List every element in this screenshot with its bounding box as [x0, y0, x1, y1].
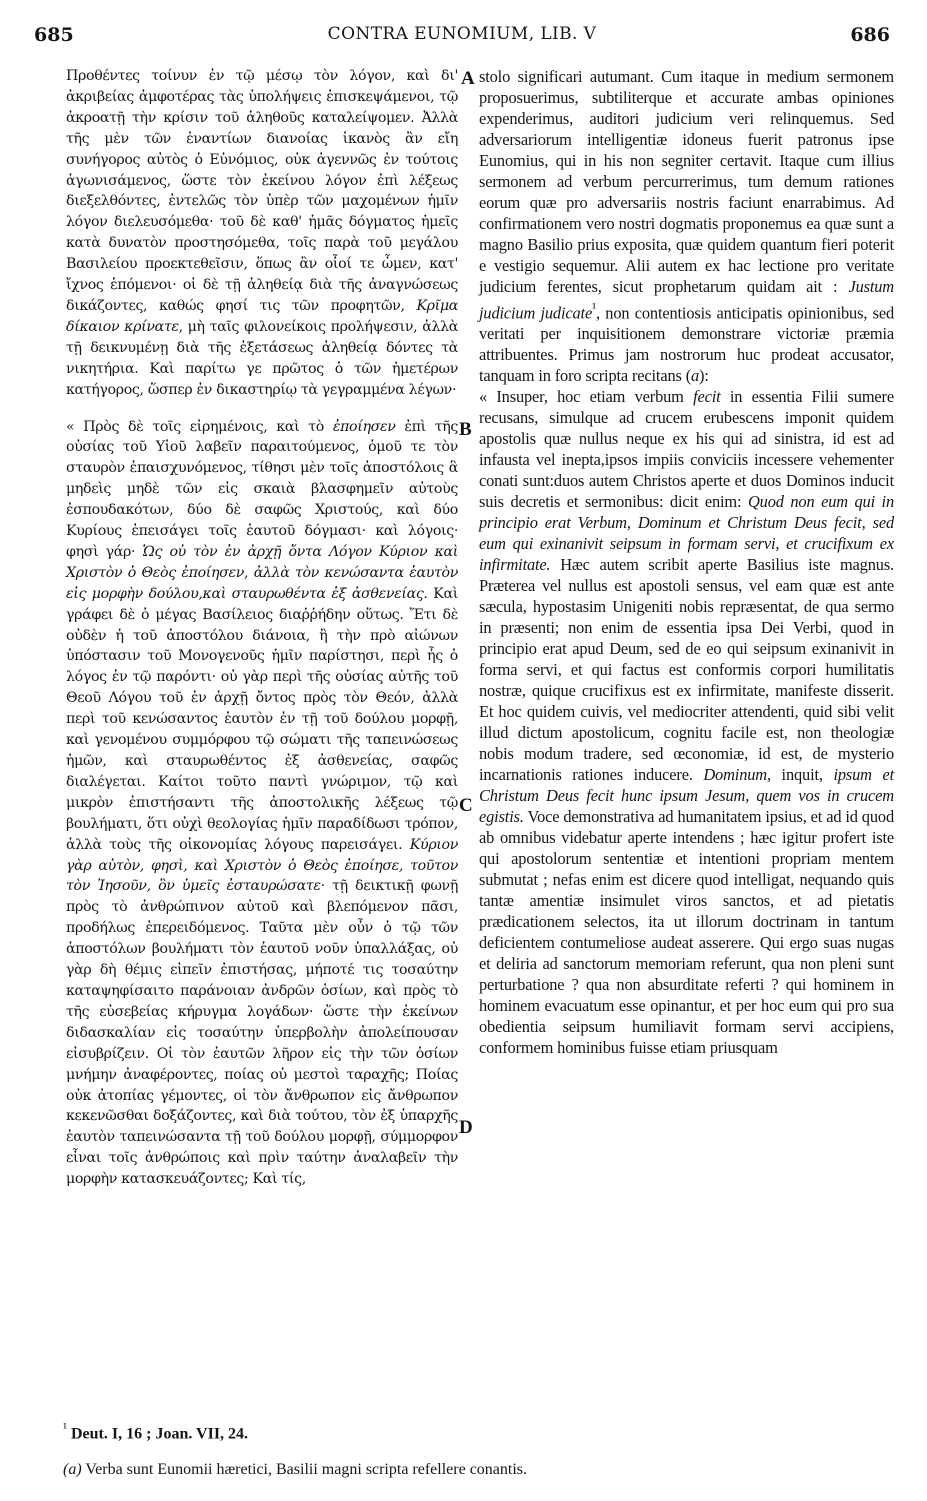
greek-text: « Πρὸς δὲ τοῖς εἰρημένοις, καὶ τὸ	[66, 418, 333, 435]
running-title: CONTRA EUNOMIUM, LIB. V	[327, 24, 597, 44]
margin-marker-d: D	[459, 1117, 473, 1138]
greek-paragraph-2	[66, 417, 458, 1191]
footnote-mark: (a)	[63, 1461, 82, 1478]
latin-text: stolo significari autumant. Cum itaque in medium sermonem proposuerimus, subtiliterque et accurate ambas opiniones expenderimus, auditori judicium veri relinquemus. Sed adversariorum intelligentiæ idoneus fuerit patronus ipse Eunomius, qui in his non segniter certavit. Itaque cum illius sermonem ad verbum percurrerimus, tum demum rationes eorum quæ pro adversariis nostris faciunt enarrabimus. Ad confirmationem vero nostri dogmatis proponemus ea quæ sunt a magno Basilio prius exposita, quæ quidem quantum fieri poterit e vestigio sequemur. Alii autem ex hac lectione pro veritate judicium ferentes, sicut prophetarum quidam ait :	[479, 67, 894, 296]
margin-marker-b: B	[459, 419, 472, 440]
greek-text: ἐπὶ τῆς οὐσίας τοῦ Υἱοῦ λαβεῖν παραιτούμενος, ὁμοῦ τε τὸν σταυρὸν ἐπαισχυνόμενος, τίθησι μὲν τοῖς ἀποστόλοις ἃ μηδεὶς μηδὲ τῶν εἰς σκαιὰ βλασφημεῖν αὐτοὺς ἐσπουδακότων, δύο δὲ σαφῶς Χριστούς, καὶ δύο Κυρίους ἐπεισάγει τοῖς ἑαυτοῦ δόγμασι· καὶ λόγοις· φησὶ γάρ·	[66, 418, 459, 560]
greek-text: Προθέντες τοίνυν ἐν τῷ μέσῳ τὸν λόγον, καὶ δι' ἀκριβείας ἀμφοτέρας τὰς ὑπολήψεις ἐπισκεψάμενοι, τῷ ἀκροατῇ τὴν κρίσιν τοῦ ἀληθοῦς καταλείψομεν. Ἀλλὰ τῆς μὲν τῶν ἐναντίων διανοίας ἱκανὸς ἂν εἴη συνήγορος αὐτὸς ὁ Εὐνόμιος, οὐκ ἀγεννῶς ἐν τούτοις ἀγωνισάμενος, ὥστε τὸν ἐκείνου λόγον ἐπὶ λέξεως διεξελθόντες, ἐντελῶς τὸν ὑπὲρ τῶν μαχομένων ἡμῖν λόγον διελευσόμεθα· τοῦ δὲ καθ' ἡμᾶς δόγματος ἡμεῖς κατὰ δυνατὸν προστησόμεθα, τοῖς παρὰ τοῦ μεγάλου Βασιλείου προεκτεθεῖσιν, ὅπως ἂν οἷοί τε ὦμεν, κατ' ἴχνος ἑπόμενοι· οἱ δὲ τῇ ἀληθείᾳ διὰ τῆς ἀναγνώσεως δικάζοντες, καθώς φησί τις τῶν προφητῶν,	[66, 68, 458, 314]
footnote-editor	[63, 1461, 527, 1479]
greek-text: τῇ δεικτικῇ φωνῇ πρὸς τὸ ἀνθρώπινον αὐτοῦ καὶ βλεπόμενον πᾶσι, προδήλως ἐπερειδόμενος. Ταῦτα μὲν οὖν ὁ τῷ τῶν ἀποστόλων βουλήματι τὸν ἑαυτοῦ νοῦν ὑπαλλάξας, οὐ γὰρ δὴ θέμις εἰπεῖν ἐπιστήσας, μήποτέ τις τοσαύτην καταψηφίσαιτο παράνοιαν ἀνδρῶν ὁσίων, καὶ πρὸς τὸ τῆς εὐσεβείας κήρυγμα λογάδων· ὥστε τὴν ἐκείνων διδασκαλίαν εἰς τοσαύτην ὑπερβολὴν ἀπολείπουσαν εἰσυβρίζειν. Οἱ τὸν ἑαυτῶν λῆρον εἰς τὴν τῶν ὁσίων μνήμην ἀναφέροντες, ποίας οὐ μεστοὶ ταραχῆς; Ποίας οὐκ ἀτοπίας γέμοντες, οἱ τὸν ἄνθρωπον εἰς ἄνθρωπον κεκενῶσθαι δοξάζοντες, καὶ διὰ τούτου, τὸν ἐξ ὑπαρχῆς ἑαυτὸν ταπεινώσαντα τῇ τοῦ δούλου μορφῇ, σύμμορφον εἶναι τοῖς ἀνθρώποις καὶ πρὶν ταύτην ἀναλαβεῖν τὴν μορφὴν κατασκευάζοντες; Καὶ τίς,	[66, 878, 458, 1188]
page-number-right: 686	[850, 24, 890, 46]
margin-marker-c: C	[459, 795, 473, 816]
margin-marker-a: A	[461, 68, 475, 89]
latin-text: Voce demonstrativa ad humanitatem ipsius, et ad id quod ab omnibus videbatur aperte intendens ; hæc igitur profert iste qui apostolorum sententiæ et intentioni propriam mentem submutat ; nefas enim est dicere quod intelligat, nequando quis tantæ amentiæ insimulet viros sanctos, et ad pietatis prædicationem selectos, ita ut illorum doctrinam in tantum deficientem contumeliose audeat asserere. Qui ergo suas nugas et deliria ad sanctorum memoriam referunt, qua non pleni sunt perturbatione ? qua non absurditate referti ? qui hominem in hominem evacuatum esse opinantur, et per hoc eum qui pro sua obedientia seipsum humiliavit formam servi accipiens, conformem hominibus fuisse etiam priusquam	[479, 807, 894, 1058]
latin-paragraph-1	[479, 66, 894, 386]
latin-text: Hæc autem scribit aperte Basilius iste magnus. Præterea vel nullus est apostoli sensus, vel eam quæ est ante sæcula, hypostasim Unigeniti nobis repræsentat, de qua sermo in præsenti; non enim de essentia ipsa Dei Verbi, quod in principio erat apud Deum, sed de eo qui seipsum exinanivit in forma servi, et qui factus est conformis corpori humilitatis nostræ, quique crucifixus est ex infirmitate, manifeste disserit. Et hoc quidem cuivis, vel mediocriter attendenti, quid sibi velit illud dictum apostolicum, cognitu facile est, non theologiæ nobis modum tradere, sed œconomiæ, id est, de mysterio incarnationis rationes inducere.	[479, 555, 894, 785]
greek-quotation: Κρῖμα δίκαιον κρίνατε	[66, 297, 458, 335]
latin-text: , non contentiosis anticipatis opinionibus, sed veritati per inquisitionem demonstrare victoriæ præmia attribuentes. Primus jam nostrorum huc prodeat accusator, tanquam in foro scripta recitans (	[479, 303, 894, 386]
latin-quotation: fecit	[693, 387, 721, 407]
latin-text: in essentia Filii sumere recusans, simulque ad crucem erubescens imponit quidem apostolis quæ nullus neque ex his qui ad sinistra, id est ad infausta vel inepta,ipsos impiis conviciis incessere vehementer conati sunt:duos autem Christos aperte et duos Dominos inducit suis decretis et sermonibus: dicit enim:	[479, 387, 894, 512]
page-number-left: 685	[34, 24, 74, 46]
footnote-text: Verba sunt Eunomii hæretici, Basilii magni scripta refellere conantis.	[81, 1461, 528, 1478]
latin-text: ):	[699, 366, 709, 386]
greek-text: ,	[244, 564, 254, 581]
latin-quotation: Justum judicium judicate	[479, 277, 894, 323]
greek-column	[66, 66, 458, 1190]
footnote-mark: ¹	[63, 1420, 67, 1435]
greek-quotation: Ὡς οὐ τὸν ἐν ἀρχῇ ὄντα Λόγον Κύριον καὶ Χριστὸν ὁ Θεὸς ἐποίησεν	[66, 543, 458, 581]
footnote-scripture	[63, 1420, 248, 1443]
latin-quotation: ipsum et Christum Deus fecit hunc ipsum Jesum, quem vos in crucem egistis.	[479, 765, 894, 827]
greek-text: , μὴ ταῖς φιλονείκοις προλήψεσιν, ἀλλὰ τῇ δεικνυμένῃ διὰ τῆς ἐξετάσεως ἀληθείᾳ δόντες τὰ νικητήρια. Καὶ παρίτω γε πρῶτος ὁ τῶν ἡμετέρων κατήγορος, ὥσπερ ἐν δικαστηρίῳ τὰ γεγραμμένα λέγων·	[66, 318, 458, 398]
running-header	[34, 24, 890, 52]
greek-paragraph-1	[66, 66, 458, 401]
note-reference: a	[691, 366, 700, 386]
latin-text: « Insuper, hoc etiam verbum	[479, 387, 694, 407]
greek-quotation: Κύριον γὰρ αὐτὸν, φησὶ, καὶ Χριστὸν ὁ Θεὸς ἐποίησε, τοῦτον τὸν Ἰησοῦν, ὃν ὑμεῖς ἐσταυρώσατε·	[66, 836, 458, 895]
latin-paragraph-2	[479, 386, 894, 1058]
greek-quotation: ἐποίησεν	[332, 418, 396, 435]
greek-quotation: ἀλλὰ τὸν κενώσαντα ἑαυτὸν εἰς μορφὴν δούλου,καὶ σταυρωθέντα ἐξ ἀσθενείας.	[66, 564, 458, 602]
latin-quotation: Quod non eum qui in principio erat Verbum, Dominum et Christum Deus fecit, sed eum qui exinanivit seipsum in formam servi, et crucifixum ex infirmitate.	[479, 492, 894, 575]
footnote-reference: ¹	[592, 300, 597, 315]
greek-text: Καὶ γράφει δὲ ὁ μέγας Βασίλειος διαῤῥήδην οὕτως. Ἔτι δὲ οὐδὲν ἡ τοῦ ἀποστόλου διάνοια, ἢ τὴν πρὸ αἰώνων ὑπόστασιν τοῦ Μονογενοῦς ἡμῖν παρίστησι, περὶ ἧς ὁ λόγος ἐν τῷ παρόντι· οὐ γὰρ περὶ τῆς οὐσίας αὐτῆς τοῦ Θεοῦ Λόγου τοῦ ἐν ἀρχῇ ὄντος πρὸς τὸν Θεόν, ἀλλὰ περὶ τοῦ κενώσαντος ἑαυτὸν ἐν τῇ τοῦ δούλου μορφῇ, καὶ γενομένου συμμόρφου τῷ σώματι τῆς ταπεινώσεως ἡμῶν, καὶ σταυρωθέντος ἐξ ἀσθενείας, σαφῶς διαλέγεται. Καίτοι τοῦτο παντὶ γνώριμον, τῷ καὶ μικρὸν ἐπιστήσαντι τῆς ἀποστολικῆς λέξεως τῷ βουλήματι, ὅτι οὐχὶ θεολογίας ἡμῖν παραδίδωσι τρόπον, ἀλλὰ τοὺς τῆς οἰκονομίας λόγους παρεισάγει.	[66, 585, 458, 853]
latin-column	[479, 66, 894, 1058]
footnote-text: Deut. I, 16 ; Joan. VII, 24.	[67, 1425, 249, 1443]
latin-text: inquit,	[770, 765, 834, 785]
latin-quotation: Dominum,	[703, 765, 771, 785]
